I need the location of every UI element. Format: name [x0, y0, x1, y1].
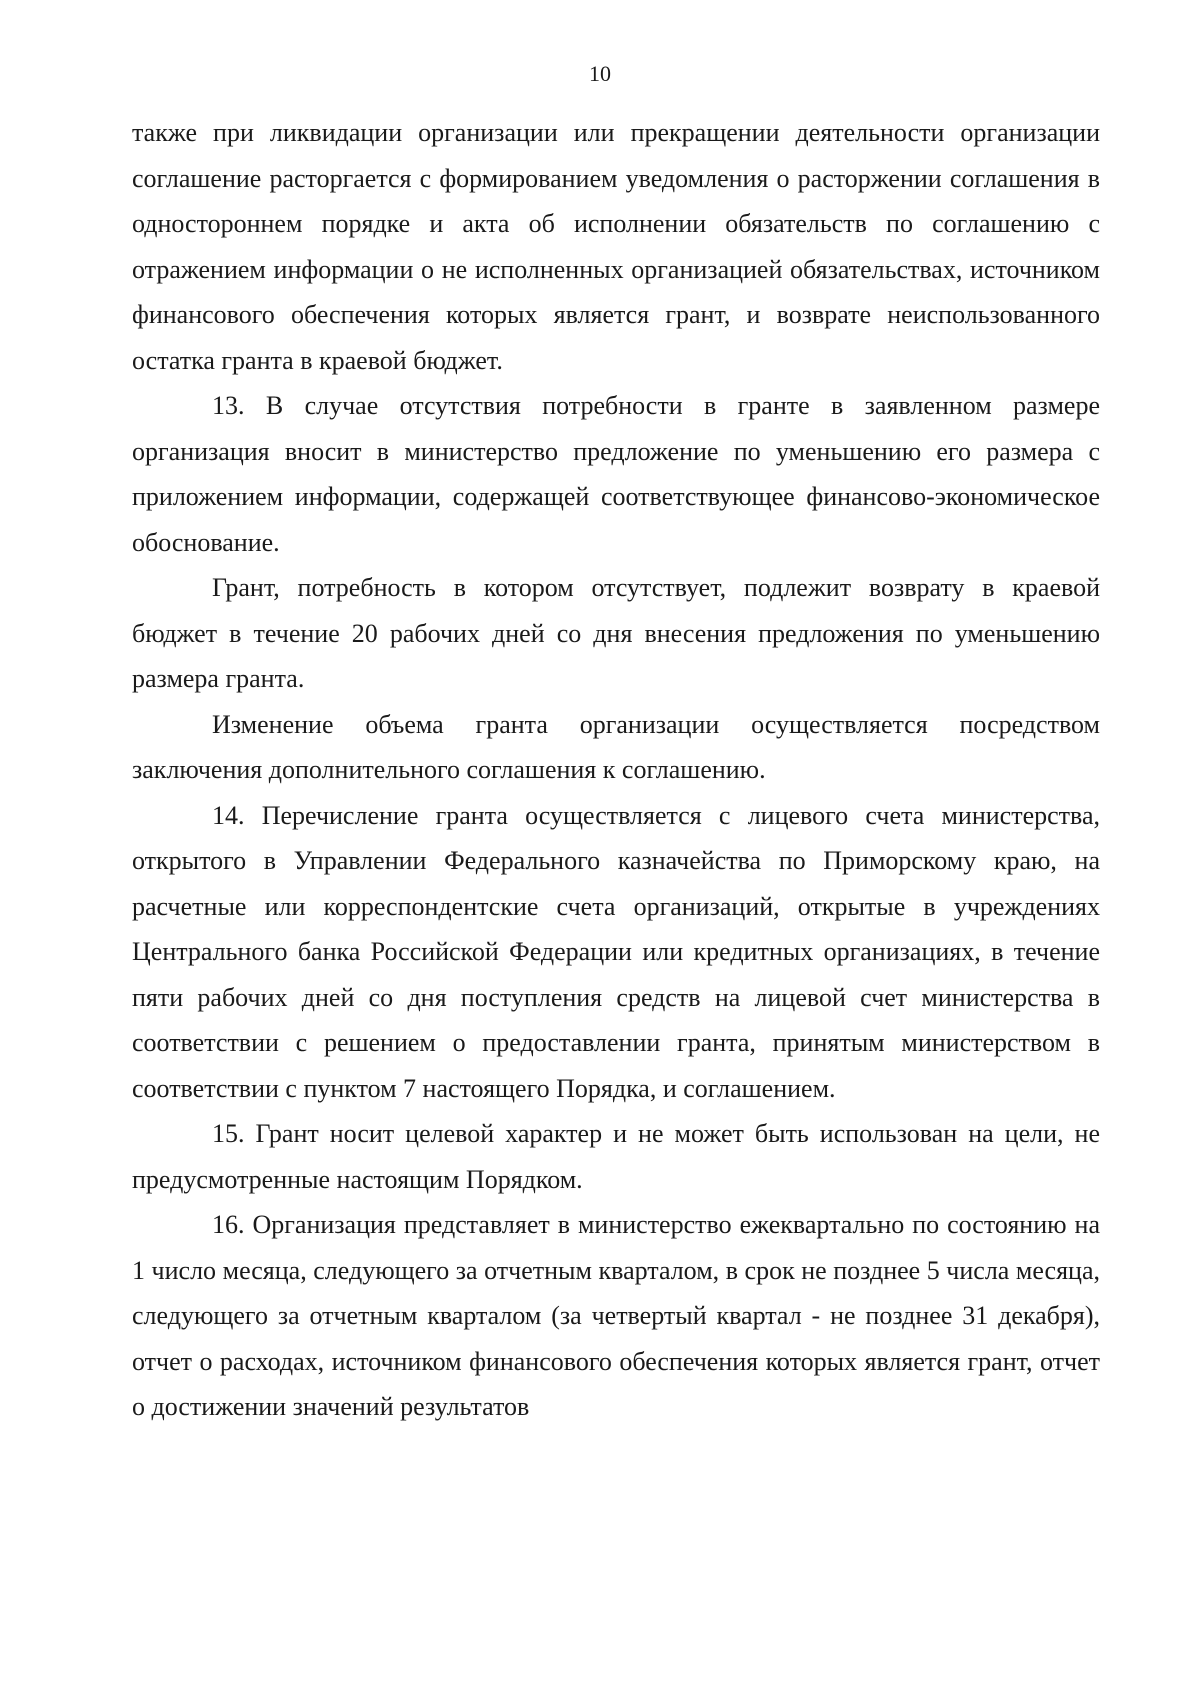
- paragraph-item-13: 13. В случае отсутствия потребности в гранте в заявленном размере организация вносит в министерство предложение по уменьшению его размера с приложением информации, содержащей соответствующее финансово-экономическое обоснование.: [132, 391, 1100, 557]
- paragraph-item-14: 14. Перечисление гранта осуществляется с лицевого счета министерства, открытого в Управлении Федерального казначейства по Приморскому краю, на расчетные или корреспондентские счета организаций, открытые в учреждениях Центрального банка Российской Федерации или кредитных организациях, в течение пяти рабочих дней со дня поступления средств на лицевой счет министерства в соответствии с решением о предоставлении гранта, принятым министерством в соответствии с пунктом 7 настоящего Порядка, и соглашением.: [132, 800, 1100, 1103]
- paragraph-continuation: также при ликвидации организации или прекращении деятельности организации соглашение расторгается с формированием уведомления о расторжении соглашения в одностороннем порядке и акта об исполнении обязательств по соглашению с отражением информации о не исполненных организацией обязательствах, источником финансового обеспечения которых является грант, и возврате неиспользованного остатка гранта в краевой бюджет.: [132, 118, 1100, 375]
- paragraph-item-13-change: Изменение объема гранта организации осуществляется посредством заключения дополнительного соглашения к соглашению.: [132, 709, 1100, 784]
- paragraph-item-13-return: Грант, потребность в котором отсутствует, подлежит возврату в краевой бюджет в течение 20 рабочих дней со дня внесения предложения по уменьшению размера гранта.: [132, 573, 1100, 693]
- paragraph-item-16: 16. Организация представляет в министерство ежеквартально по состоянию на 1 число месяца, следующего за отчетным кварталом, в срок не позднее 5 числа месяца, следующего за отчетным кварталом (за четвертый квартал - не позднее 31 декабря), отчет о расходах, источником финансового обеспечения которых является грант, отчет о достижении значений результатов: [132, 1210, 1100, 1421]
- paragraph-item-15: 15. Грант носит целевой характер и не может быть использован на цели, не предусмотренные настоящим Порядком.: [132, 1119, 1100, 1194]
- page-number: 10: [589, 61, 611, 86]
- document-body: [132, 110, 1100, 1430]
